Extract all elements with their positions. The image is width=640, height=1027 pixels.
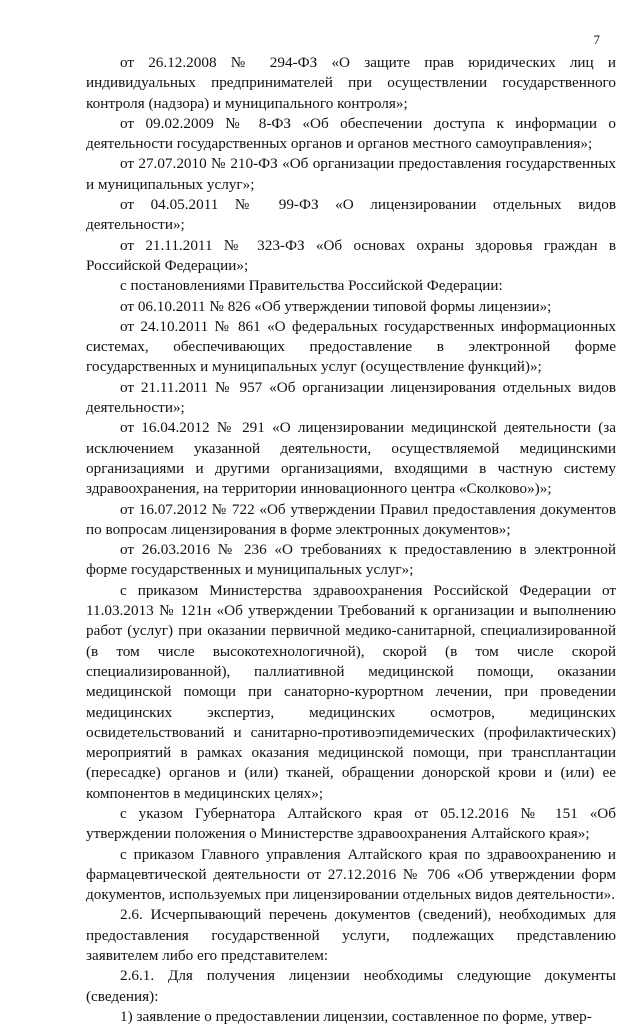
paragraph: от 26.12.2008 № 294-ФЗ «О защите прав юридических лиц и индивидуальных предпринимателей при осуществлении государственного контроля (надзора) и муниципального контроля»; bbox=[86, 54, 616, 112]
paragraph: от 21.11.2011 № 323-ФЗ «Об основах охраны здоровья граждан в Российской Федерации»; bbox=[86, 236, 616, 274]
paragraph: от 06.10.2011 № 826 «Об утверждении типовой формы лицензии»; bbox=[120, 297, 552, 315]
paragraph: от 04.05.2011 № 99-ФЗ «О лицензировании отдельных видов деятельности»; bbox=[86, 196, 616, 234]
paragraph: от 16.04.2012 № 291 «О лицензировании медицинской деятельности (за исключением указанной деятельности, осуществляемой медицинскими организациями и другими организациями, входящими в частную систему здравоохранения, на территории инновационного центра «Сколково»)»; bbox=[86, 419, 616, 498]
document-body bbox=[86, 53, 616, 1027]
paragraph: с приказом Главного управления Алтайского края по здравоохранению и фармацевтической деятельности от 27.12.2016 № 706 «Об утверждении форм документов, используемых при лицензировании отдельных видов деятельности». bbox=[86, 845, 616, 904]
paragraph: от 16.07.2012 № 722 «Об утверждении Правил предоставления документов по вопросам лицензирования в форме электронных документов»; bbox=[86, 500, 616, 538]
paragraph: от 24.10.2011 № 861 «О федеральных государственных информационных системах, обеспечивающих предоставление в электронной форме государственных и муниципальных услуг (осуществление функций)»; bbox=[86, 317, 616, 376]
paragraph: от 09.02.2009 № 8-ФЗ «Об обеспечении доступа к информации о деятельности государственных органов и органов местного самоуправления»; bbox=[86, 114, 616, 153]
paragraph: с приказом Министерства здравоохранения Российской Федерации от 11.03.2013 № 121н «Об утверждении Требований к организации и выполнению работ (услуг) при оказании первичной медико-санитарной, специализированной (в том числе высокотехнологичной), скорой (в том числе скорой специализированной), паллиативной медицинской помощи, оказании медицинской помощи при санаторно-курортном лечении, при проведении медицинских экспертиз, медицинских осмотров, медицинских освидетельствований и санитарно-противоэпидемических (профилактических) мероприятий в рамках оказания медицинской помощи, при трансплантации (пересадке) органов и (или) тканей, обращении донорской крови и (или) ее компонентов в медицинских целях»; bbox=[86, 581, 616, 802]
paragraph: 1) заявление о предоставлении лицензии, составленное по форме, утвер- bbox=[120, 1007, 592, 1025]
paragraph: от 26.03.2016 № 236 «О требованиях к предоставлению в электронной форме государственных и муниципальных услуг»; bbox=[86, 541, 616, 579]
page-number: 7 bbox=[593, 32, 600, 47]
paragraph: с постановлениями Правительства Российской Федерации: bbox=[120, 277, 503, 295]
paragraph: от 27.07.2010 № 210-ФЗ «Об организации предоставления государственных и муниципальных услуг»; bbox=[86, 155, 616, 193]
paragraph: 2.6.1. Для получения лицензии необходимы следующие документы (сведения): bbox=[86, 967, 616, 1005]
paragraph: от 21.11.2011 № 957 «Об организации лицензирования отдельных видов деятельности»; bbox=[86, 378, 616, 417]
paragraph: с указом Губернатора Алтайского края от 05.12.2016 № 151 «Об утверждении положения о Министерстве здравоохранения Алтайского края»; bbox=[86, 804, 616, 843]
paragraph: 2.6. Исчерпывающий перечень документов (сведений), необходимых для предоставления государственной услуги, подлежащих представлению заявителем либо его представителем: bbox=[86, 906, 616, 965]
